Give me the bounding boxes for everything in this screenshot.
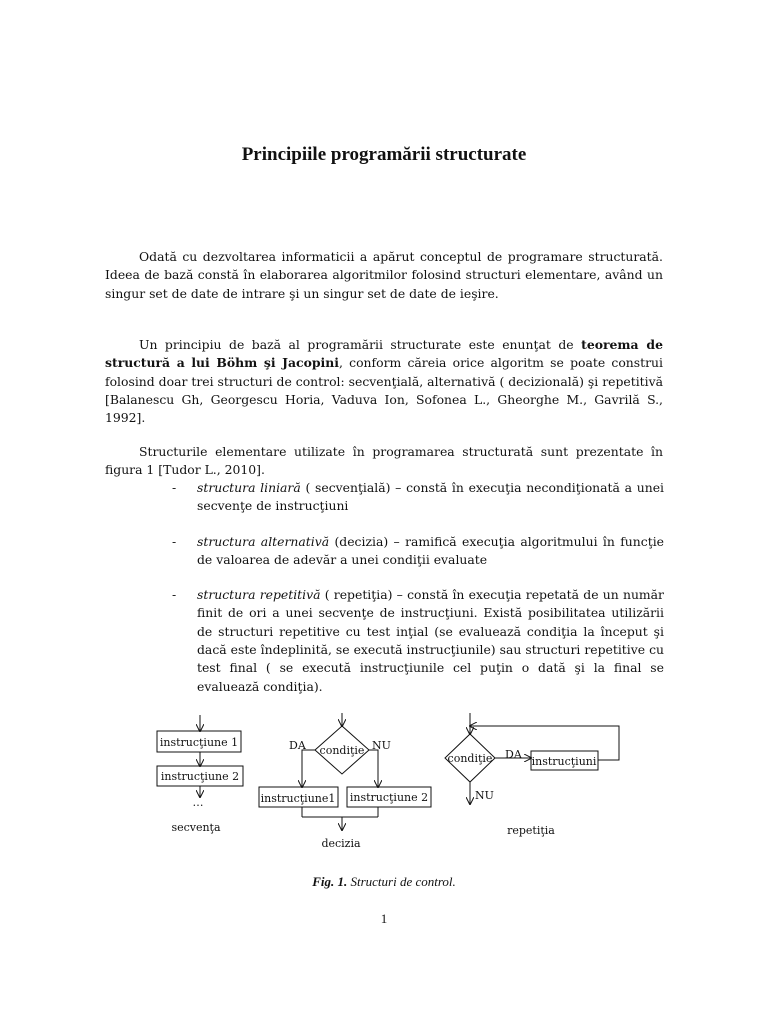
list-text: ( repetiţia) – constă în execuţia repetată de un număr finit de ori a unei secvenţe de instrucţiuni. Există posibilitatea utilizării de structuri repetitive cu test inţial (se evaluează condiţia la început şi dacă este îndeplinită, se execută instrucţiunile) sau structuri repetitive cu test final ( se execută instrucţiunile cel puţin o dată şi la final se evaluează condiţia). [197, 587, 664, 694]
dec-box-1-label: instrucţiune1 [260, 792, 336, 805]
page-title: Principiile programării structurate [241, 144, 527, 165]
structures-list [172, 479, 664, 696]
rep-yes-label: DA [505, 748, 522, 761]
paragraph-theorem [105, 336, 663, 427]
paragraph-structures [105, 443, 663, 480]
rep-label: repetiţia [507, 824, 555, 837]
seq-box-2-label: instrucţiune 2 [160, 770, 240, 783]
list-item-alternative [172, 533, 664, 570]
dec-no-branch [369, 750, 378, 787]
list-text: (decizia) – ramifică execuţia algoritmului în funcţie de valoarea de adevăr a unei condiţii evaluate [197, 533, 664, 567]
dec-label: decizia [321, 837, 361, 850]
paragraph-theorem-pre: Un principiu de bază al programării structurate este enunţat de [139, 337, 582, 352]
list-term: structura repetitivă [197, 587, 321, 603]
paragraph-intro [105, 248, 663, 303]
paragraph-theorem-post: , conform căreia orice algoritm se poate construi folosind doar trei structuri de control: secvenţială, alternativă ( decizională) şi repetitivă [Balanescu Gh, Georgescu Horia, Vaduva Ion, Sofonea L., Gheorghe M., Gavrilă S., 1992]. [105, 355, 663, 426]
theorem-name: teorema de structură a lui Böhm şi Jacopini [105, 337, 663, 371]
list-item-linear [172, 479, 664, 516]
dec-box-2-label: instrucţiune 2 [349, 791, 429, 804]
paragraph-intro-text: Odată cu dezvoltarea informaticii a apărut conceptul de programare structurată. Ideea de bază constă în elaborarea algoritmilor folosind structuri elementare, având un singur set de date de intrare şi un singur set de date de ieşire. [105, 249, 663, 301]
rep-no-label: NU [475, 789, 494, 802]
list-item-repetitive [172, 586, 664, 696]
list-dash: - [172, 480, 177, 495]
rep-condition-label: condiţie [447, 752, 493, 765]
rep-box-label: instrucţiuni [531, 755, 597, 768]
dec-yes-label: DA [289, 739, 306, 752]
list-text: ( secvenţială) – constă în execuţia necondiţionată a unei secvenţe de instrucţiuni [197, 480, 664, 514]
seq-dots: … [192, 796, 204, 809]
dec-no-label: NU [372, 739, 391, 752]
figure-caption-number: Fig. 1. [312, 874, 348, 889]
paragraph-structures-text: Structurile elementare utilizate în programarea structurată sunt prezentate în figura 1 [Tudor L., 2010]. [105, 444, 663, 478]
seq-label: secvenţa [171, 821, 221, 834]
seq-box-1-label: instrucţiune 1 [159, 736, 239, 749]
list-term: structura liniară [197, 480, 301, 495]
page-number: 1 [380, 911, 388, 926]
list-dash: - [172, 533, 177, 549]
control-structures-figure [0, 700, 768, 860]
list-dash: - [172, 587, 177, 603]
figure-caption [0, 874, 768, 890]
list-term: structura alternativă [197, 533, 330, 549]
dec-yes-branch [302, 750, 315, 787]
figure-caption-text: Structuri de control. [347, 874, 456, 889]
dec-condition-label: condiţie [319, 744, 365, 757]
